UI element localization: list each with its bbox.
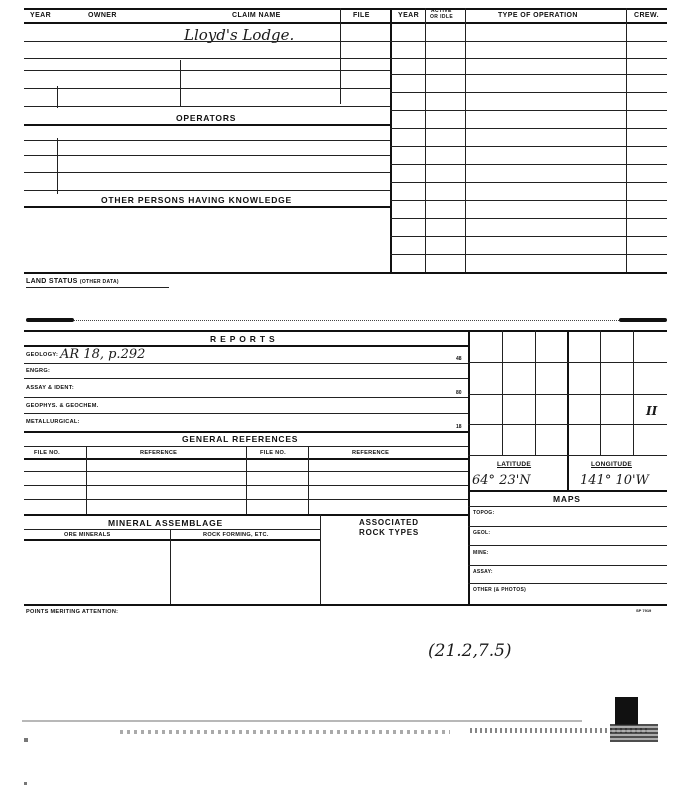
header-crew: CREW.: [634, 12, 659, 19]
header-owner: OWNER: [88, 12, 117, 19]
reports-title: R E P O R T S: [210, 334, 276, 344]
mineral-assemblage-title: MINERAL ASSEMBLAGE: [108, 518, 223, 528]
rock-forming-header: ROCK FORMING, ETC.: [203, 532, 269, 538]
grid-mark: II: [646, 404, 658, 418]
maps-title: MAPS: [553, 494, 581, 504]
ore-minerals-header: ORE MINERALS: [64, 532, 111, 538]
header-type-of-operation: TYPE OF OPERATION: [498, 12, 578, 19]
operators-title: OPERATORS: [176, 113, 237, 123]
header-year-2: YEAR: [398, 12, 420, 19]
report-geophys-label: GEOPHYS. & GEOCHEM.: [26, 403, 99, 409]
map-geol: GEOL:: [473, 530, 491, 536]
map-other: OTHER (& PHOTOS): [473, 587, 527, 593]
associated-rock-types-2: ROCK TYPES: [359, 528, 420, 537]
report-geology-entry: AR 18, p.292: [60, 347, 146, 362]
ref-header-reference-2: REFERENCE: [352, 450, 390, 456]
header-year: YEAR: [30, 12, 52, 19]
report-assay-code: 80: [456, 390, 462, 396]
general-references-title: GENERAL REFERENCES: [182, 434, 299, 444]
associated-rock-types-1: ASSOCIATED: [359, 518, 419, 527]
report-geology-code: 48: [456, 356, 462, 362]
longitude-value: 141° 10'W: [580, 473, 649, 488]
ref-header-reference-1: REFERENCE: [140, 450, 178, 456]
divider-bar-right: [619, 318, 667, 322]
map-mine: MINE:: [473, 550, 489, 556]
latitude-label: LATITUDE: [497, 461, 532, 468]
divider-bar-left: [26, 318, 74, 322]
points-meriting-attention: POINTS MERITING ATTENTION:: [26, 609, 119, 615]
handwritten-note: (21.2,7.5): [428, 641, 512, 661]
map-topog: TOPOG:: [473, 510, 495, 516]
ref-header-file-no-1: FILE NO.: [34, 450, 61, 456]
longitude-label: LONGITUDE: [591, 461, 632, 468]
report-metallurgical-code: 18: [456, 424, 462, 430]
header-claim-name: CLAIM NAME: [232, 12, 281, 19]
report-metallurgical-label: METALLURGICAL:: [26, 419, 80, 425]
land-status-label: [26, 278, 119, 285]
header-file: FILE: [353, 12, 370, 19]
claim-name-entry: Lloyd's Lodge.: [184, 26, 295, 44]
land-status-text: LAND STATUS: [26, 278, 78, 285]
header-active: ACTIVE: [431, 8, 452, 14]
header-or-idle: OR IDLE: [430, 14, 454, 20]
report-engrg-label: ENGRG:: [26, 368, 51, 374]
latitude-value: 64° 23'N: [472, 473, 531, 488]
land-status-sublabel: (OTHER DATA): [79, 279, 119, 285]
report-assay-label: ASSAY & IDENT:: [26, 385, 75, 391]
other-persons-title: OTHER PERSONS HAVING KNOWLEDGE: [101, 195, 293, 205]
ref-header-file-no-2: FILE NO.: [260, 450, 287, 456]
report-geology-label: GEOLOGY:: [26, 352, 59, 358]
map-assay: ASSAY:: [473, 569, 493, 575]
form-code: SP 7919: [636, 608, 652, 613]
